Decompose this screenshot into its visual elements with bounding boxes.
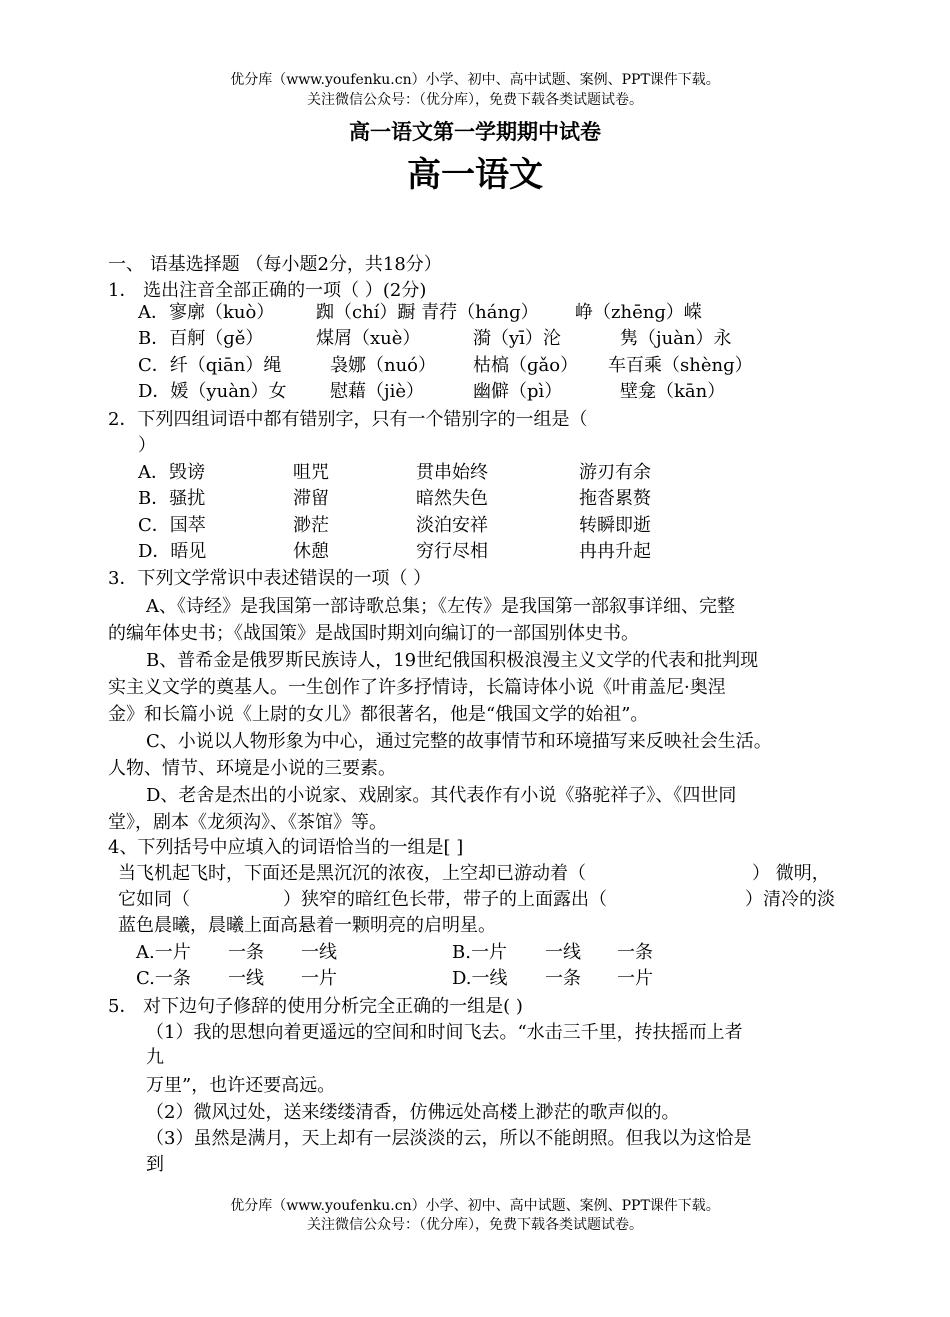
option-term: 一条 [545, 968, 581, 989]
option-term: 渺茫 [293, 515, 329, 536]
option: D．媛（yuàn）女 [138, 381, 287, 402]
option-term: 幽僻（pì） [473, 381, 563, 402]
question-3-line: D、老舍是杰出的小说家、戏剧家。其代表作有小说《骆驼祥子》、《四世同 [146, 785, 737, 806]
option-term: 袅娜（nuó） [330, 355, 437, 376]
option-term: 转瞬即逝 [579, 515, 651, 536]
option-term: 壁龛（kān） [620, 381, 726, 402]
option: A.一片 [136, 942, 191, 963]
question-3-line: 实主义文学的奠基人。一生创作了许多抒情诗，长篇诗体小说《叶甫盖尼·奥涅 [108, 677, 726, 698]
page-title: 高一语文第一学期期中试卷 [349, 120, 601, 144]
option-term: 滞留 [293, 488, 329, 509]
option-term: 慰藉（jiè） [330, 381, 424, 402]
passage-text: ）清冷的淡 [745, 889, 835, 910]
option-term: 穷行尽相 [416, 541, 488, 562]
footer-line-2: 关注微信公众号：（优分库），免费下载各类试题试卷。 [307, 1217, 643, 1233]
option-term: 咀咒 [293, 462, 329, 483]
question-3-line: 的编年体史书；《战国策》是战国时期刘向编订的一部国别体史书。 [108, 623, 639, 644]
option: C．纤（qiān）绳 [138, 355, 282, 376]
question-5-stem: 5． 对下边句子修辞的使用分析完全正确的一组是( ) [108, 996, 523, 1017]
passage-text: 它如同（ [118, 889, 190, 910]
option-term: 休憩 [293, 541, 329, 562]
question-5-line: （3）虽然是满月，天上却有一层淡淡的云，所以不能朗照。但我以为这恰是 [146, 1128, 752, 1149]
passage-text: 当飞机起飞时，下面还是黑沉沉的浓夜，上空却已游动着（ [118, 863, 586, 884]
question-3-line: 人物、情节、环境是小说的三要素。 [108, 758, 396, 779]
option-term: 一线 [228, 968, 264, 989]
question-5-line: （1）我的思想向着更遥远的空间和时间飞去。“水击三千里，抟扶摇而上者 [146, 1022, 743, 1043]
question-5-line: 九 [146, 1047, 164, 1068]
option: D.一线 [452, 968, 508, 989]
option-term: 一线 [301, 942, 337, 963]
question-3-stem: 3．下列文学常识中表述错误的一项（ ） [108, 568, 432, 589]
question-2-stem: 2．下列四组词语中都有错别字，只有一个错别字的一组是（ [108, 409, 588, 430]
option: A．毁谤 [138, 462, 205, 483]
passage-text: ）狭窄的暗红色长带，带子的上面露出（ [283, 889, 607, 910]
question-3-line: B、普希金是俄罗斯民族诗人，19世纪俄国积极浪漫主义文学的代表和批判现 [146, 650, 759, 671]
option-term: 峥（zhēnɡ）嵘 [575, 302, 702, 323]
option: B.一片 [452, 942, 507, 963]
option-term: 隽（juàn）永 [620, 328, 732, 349]
option-term: 冉冉升起 [579, 541, 651, 562]
section-heading: 一、 语基选择题 （每小题2分，共18分） [108, 254, 442, 275]
page-subtitle: 高一语文 [407, 155, 543, 195]
option-term: 一片 [617, 968, 653, 989]
option: B．骚扰 [138, 488, 206, 509]
option-term: 贯串始终 [416, 462, 488, 483]
footer-line-1: 优分库（www.youfenku.cn）小学、初中、高中试题、案例、PPT课件下载。 [230, 1198, 720, 1214]
option-term: 一条 [228, 942, 264, 963]
question-4-stem: 4、下列括号中应填入的词语恰当的一组是[ ] [108, 837, 464, 858]
option-term: 淡泊安祥 [416, 515, 488, 536]
option-term: 一线 [545, 942, 581, 963]
question-5-line: 万里”，也许还要高远。 [146, 1075, 336, 1096]
option: C.一条 [136, 968, 191, 989]
option-term: 枯槁（ɡǎo） [473, 355, 579, 376]
option-term: 车百乘（shènɡ） [608, 355, 753, 376]
question-5-line: 到 [146, 1154, 164, 1175]
question-3-line: 堂》，剧本《龙须沟》、《茶馆》等。 [108, 812, 387, 833]
option-term: 踟（chí）蹰 青荇（hánɡ） [316, 302, 539, 323]
question-3-line: C、小说以人物形象为中心，通过完整的故事情节和环境描写来反映社会生活。 [146, 731, 772, 752]
question-2-stem-end: ） [138, 435, 156, 456]
option-term: 暗然失色 [416, 488, 488, 509]
header-line-1: 优分库（www.youfenku.cn）小学、初中、高中试题、案例、PPT课件下载。 [230, 72, 720, 88]
option-term: 游刃有余 [579, 462, 651, 483]
option-term: 拖沓累赘 [579, 488, 651, 509]
option-term: 一条 [617, 942, 653, 963]
option-term: 煤屑（xuè） [316, 328, 421, 349]
passage-text: 蓝色晨曦，晨曦上面高悬着一颗明亮的启明星。 [118, 915, 496, 936]
question-1-stem: 1． 选出注音全部正确的一项（ ）(2分) [108, 280, 427, 301]
passage-text: ） 微明， [752, 863, 830, 884]
header-line-2: 关注微信公众号：（优分库），免费下载各类试题试卷。 [307, 92, 643, 108]
option-term: 漪（yī）沦 [473, 328, 561, 349]
option-term: 一片 [301, 968, 337, 989]
question-3-line: 金》和长篇小说《上尉的女儿》都很著名，他是“俄国文学的始祖”。 [108, 704, 649, 725]
option: A．寥廓（kuò） [138, 302, 275, 323]
question-5-line: （2）微风过处，送来缕缕清香，仿佛远处高楼上渺茫的歌声似的。 [146, 1102, 680, 1123]
option: D．晤见 [138, 541, 207, 562]
option: B．百舸（ɡě） [138, 328, 264, 349]
question-3-line: A、《诗经》是我国第一部诗歌总集；《左传》是我国第一部叙事详细、完整 [146, 596, 735, 617]
option: C．国萃 [138, 515, 206, 536]
